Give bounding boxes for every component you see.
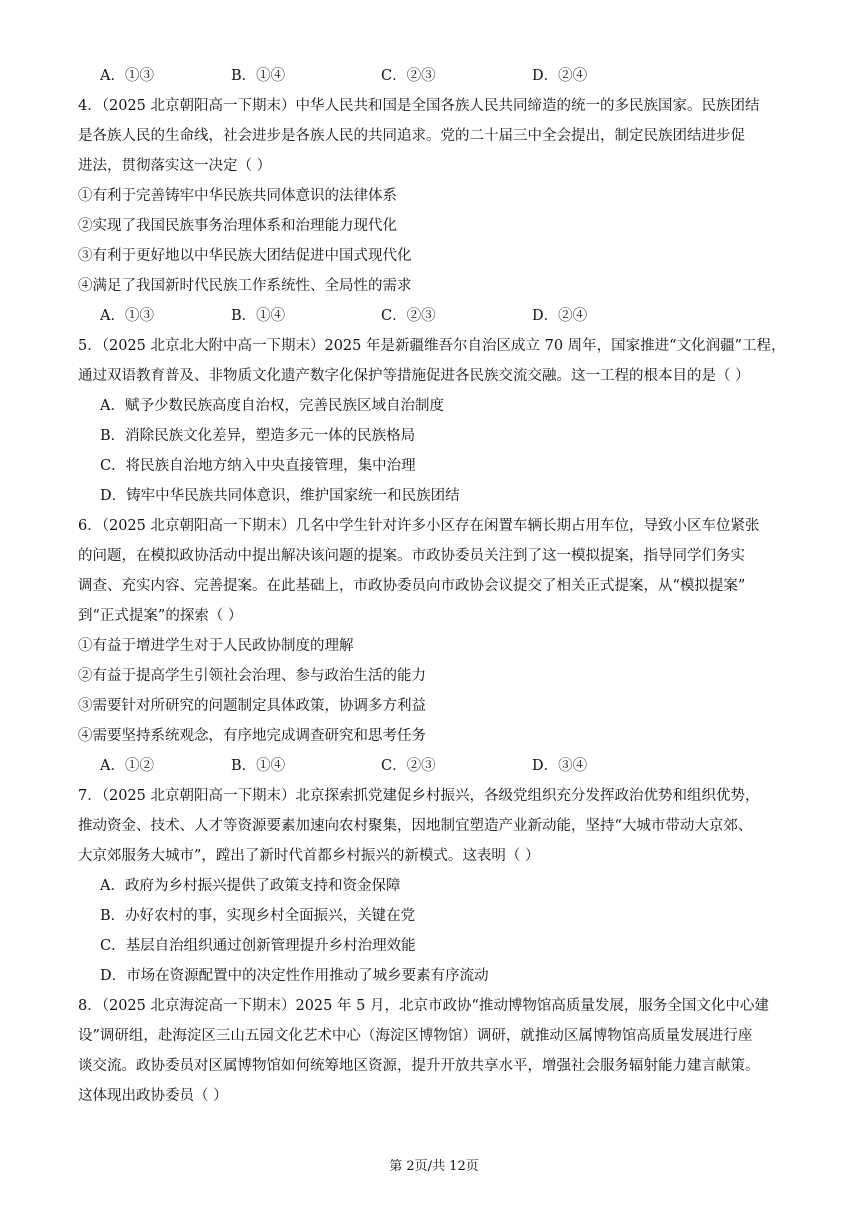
q5-stem-line: 通过双语教育普及、非物质文化遗产数字化保护等措施促进各民族交流交融。这一工程的根本目的是（ ） [78, 368, 750, 384]
q7-option: C．基层自治组织通过创新管理提升乡村治理效能 [100, 938, 416, 954]
q7-stem-line: 大京郊服务大城市”，蹚出了新时代首都乡村振兴的新模式。这表明（ ） [78, 848, 540, 864]
option-a: A．①② [100, 758, 154, 774]
option-a: A．①③ [100, 308, 154, 324]
q6-item: ②有益于提高学生引领社会治理、参与政治生活的能力 [78, 668, 426, 684]
q5-stem-line: 5．（2025 北京北大附中高一下期末）2025 年是新疆维吾尔自治区成立 70 周年，国家推进“文化润疆”工程， [78, 338, 786, 354]
q6-stem-line: 6．（2025 北京朝阳高一下期末）几名中学生针对许多小区存在闲置车辆长期占用车位，导致小区车位紧张 [78, 518, 760, 534]
page-number-footer: 第 2页/共 12页 [389, 1159, 479, 1174]
q4-item: ③有利于更好地以中华民族大团结促进中国式现代化 [78, 248, 412, 264]
option-c: C．②③ [381, 308, 436, 324]
q6-stem-line: 的问题，在模拟政协活动中提出解决该问题的提案。市政协委员关注到了这一模拟提案，指导同学们务实 [78, 548, 745, 564]
q7-option: B．办好农村的事，实现乡村全面振兴，关键在党 [100, 908, 416, 924]
q6-item: ③需要针对所研究的问题制定具体政策，协调多方利益 [78, 698, 426, 714]
q4-item: ④满足了我国新时代民族工作系统性、全局性的需求 [78, 278, 412, 294]
option-d: D．②④ [532, 68, 588, 84]
option-d: D．③④ [532, 758, 588, 774]
q4-stem-line: 进法，贯彻落实这一决定（ ） [78, 158, 272, 174]
option-c: C．②③ [381, 758, 436, 774]
option-b: B．①④ [231, 308, 286, 324]
q8-stem-line: 这体现出政协委员（ ） [78, 1088, 228, 1104]
q5-option: B．消除民族文化差异，塑造多元一体的民族格局 [100, 428, 416, 444]
option-d: D．②④ [532, 308, 588, 324]
q5-option: A．赋予少数民族高度自治权，完善民族区域自治制度 [100, 398, 444, 414]
q4-item: ①有利于完善铸牢中华民族共同体意识的法律体系 [78, 188, 397, 204]
q4-stem-line: 4．（2025 北京朝阳高一下期末）中华人民共和国是全国各族人民共同缔造的统一的多民族国家。民族团结 [78, 98, 760, 114]
q4-stem-line: 是各族人民的生命线，社会进步是各族人民的共同追求。党的二十届三中全会提出，制定民族团结进步促 [78, 128, 745, 144]
q5-option: D．铸牢中华民族共同体意识，维护国家统一和民族团结 [100, 488, 460, 504]
q6-item: ①有益于增进学生对于人民政协制度的理解 [78, 638, 354, 654]
q6-options [100, 756, 700, 776]
q8-stem-line: 8．（2025 北京海淀高一下期末）2025 年 5 月，北京市政协“推动博物馆高质量发展，服务全国文化中心建 [78, 998, 769, 1014]
q7-stem-line: 推动资金、技术、人才等资源要素加速向农村聚集，因地制宜塑造产业新动能，坚持“大城市带动大京郊、 [78, 818, 753, 834]
option-c: C．②③ [381, 68, 436, 84]
q6-stem-line: 到“正式提案”的探索（ ） [78, 608, 243, 624]
q4-options [100, 306, 700, 326]
q5-option: C．将民族自治地方纳入中央直接管理，集中治理 [100, 458, 416, 474]
option-b: B．①④ [231, 68, 286, 84]
option-b: B．①④ [231, 758, 286, 774]
q7-stem-line: 7．（2025 北京朝阳高一下期末）北京探索抓党建促乡村振兴，各级党组织充分发挥政治优势和组织优势， [78, 788, 760, 804]
q8-stem-line: 设”调研组，赴海淀区三山五园文化艺术中心（海淀区博物馆）调研，就推动区属博物馆高质量发展进行座 [78, 1028, 753, 1044]
q7-option: A．政府为乡村振兴提供了政策支持和资金保障 [100, 878, 401, 894]
q8-stem-line: 谈交流。政协委员对区属博物馆如何统筹地区资源，提升开放共享水平，增强社会服务辐射能力建言献策。 [78, 1058, 760, 1074]
q7-option: D．市场在资源配置中的决定性作用推动了城乡要素有序流动 [100, 968, 489, 984]
q6-stem-line: 调查、充实内容、完善提案。在此基础上，市政协委员向市政协会议提交了相关正式提案，从“模拟提案” [78, 578, 746, 594]
q4-item: ②实现了我国民族事务治理体系和治理能力现代化 [78, 218, 397, 234]
q3-options [100, 66, 700, 86]
option-a: A．①③ [100, 68, 154, 84]
q6-item: ④需要坚持系统观念，有序地完成调查研究和思考任务 [78, 728, 426, 744]
